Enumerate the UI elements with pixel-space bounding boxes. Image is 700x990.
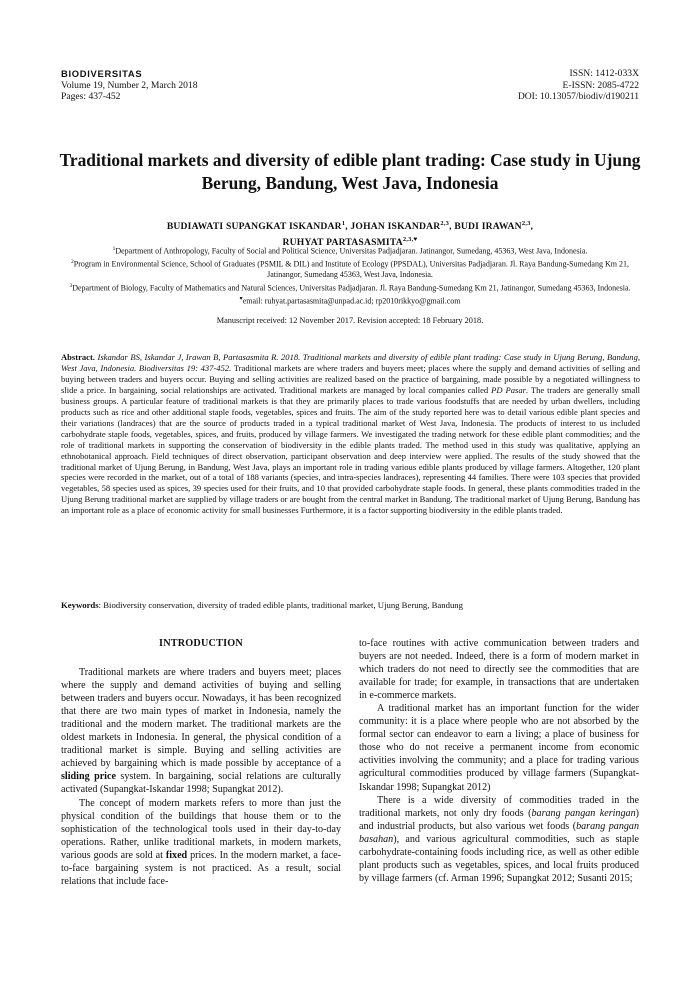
pd-pasar-term: PD Pasar — [491, 384, 526, 395]
column-left — [61, 637, 341, 888]
keywords: Keywords: Biodiversity conservation, diversity of traded edible plants, traditional market, Ujung Berung, Bandung — [61, 600, 463, 610]
paragraph: The concept of modern markets refers to more than just the physical condition of the buildings that house them or to the sophistication of the technological tools used in their day-to-day operations. Rather, unlike traditional markets, in modern markets, various goods are sold at fixed prices. In the modern market, a face-to-face bargaining system is not practiced. As a result, social relations that include face- — [61, 797, 341, 887]
affiliation-2: $^2$Program in Environmental Science, School of Graduates (PSMIL & DIL) and Institute of Ecology (PPSDAL), Universitas Padjadjaran. Jl. Raya Bandung-Sumedang Km 21, Jatinangor, Sumedang 45363, West Java, Indonesia. — [71, 259, 629, 280]
author-affiliation-mark: 1 — [341, 220, 346, 227]
corresponding-email: email: ruhyat.partasasmita@unpad.ac.id; rp2010rikkyo@gmail.com — [242, 296, 461, 306]
affiliation-3: $^3$Department of Biology, Faculty of Mathematics and Natural Sciences, Universitas Padjadjaran. Jl. Raya Bandung-Sumedang Km 21, Jatinangor, Sumedang 45363, Indonesia. ♥email: ruhyat.partasasmita@unpad.ac.id; rp2010rikkyo@gmail.com — [69, 282, 631, 306]
column-right — [359, 637, 639, 885]
journal-header-right — [518, 68, 639, 103]
author-affiliation-mark: 2,3 — [521, 220, 531, 227]
abstract: Abstract. Iskandar BS, Iskandar J, Irawan B, Partasasmita R. 2018. Traditional markets and diversity of edible plant trading: Case study in Ujung Berung, Bandung, West Java, Indonesia. Biodiversitas 19: 437-452. Traditional markets are where traders and buyers meet; places where the supply and demand activities of selling and buying between traders and buyers occur. Buying and selling activities are realized based on the practice of bargaining, made possible by a negotiated willingness to slide a price. In bargaining, social relationships are activated. Traditional markets are managed by local companies called PD Pasar. The traders are generally small business groups. A particular feature of traditional markets is that they are primarily places to trade various foodstuffs that are needed by urban dwellers, including products such as rice and other additional staple foods, vegetables, spices and fruits. The aim of the study reported here was to detail various edible plant species and their variations (landraces) that are the source of products traded in a typical traditional market of West Java, Indonesia. The products of interest to us included carbohydrate staple foods, vegetables, spices, and fruits, produced by village farmers. We investigated the trading network for these edible plant commodities; and the role of traditional markets in supporting the conservation of biodiversity in the edible plants traded. The method used in this study was qualitative, applying an ethnobotanical approach. Field techniques of direct observation, participant observation and deep interview were applied. The results of the study showed that the traditional market of Ujung Berung, in Bandung, West Java, plays an important role in trading various edible plants produced by village farmers. Altogether, 120 plant species were recorded in the market, out of a total of 188 variants (species, and intra-species landraces), representing 44 families. There were 103 species that provided vegetables, 58 species used as spices, 39 species used for their fruits, and 10 that provided carbohydrate staple foods. In general, these plants commodities traded in the Ujung Berung traditional market are supplied by village traders or are bought from the central market in Bandung. The traditional market of Ujung Berung, Bandung has an important role as a place of economic activity for small businesses Furthermore, it is a factor supporting biodiversity in the edible plants traded. — [61, 352, 641, 516]
paragraph: A traditional market has an important function for the wider community: it is a place where people who are not absorbed by the formal sector can endeavor to earn a living; a place of business for those who do not receive a permanent income from economic activities involving the community; and a place for trading various agricultural commodities produced by village farmers (Supangkat-Iskandar 1998; Supangkat 2012) — [359, 703, 639, 793]
journal-header-left — [61, 68, 198, 103]
journal-volume: Volume 19, Number 2, March 2018 — [61, 79, 198, 91]
author-name: BUDIAWATI SUPANGKAT ISKANDAR — [166, 221, 342, 233]
keywords-label: Keywords — [61, 600, 99, 610]
email-mark: ♥ — [239, 295, 243, 302]
abstract-citation: Iskandar BS, Iskandar J, Irawan B, Partasasmita R. 2018. Traditional markets and diversity of edible plant trading: Case study in Ujung Berung, Bandung, West Java, Indonesia. Biodiversitas 19: 437-452. — [61, 352, 640, 373]
section-heading-introduction: INTRODUCTION — [159, 638, 243, 649]
author-name: RUHYAT PARTASASMITA — [282, 236, 403, 248]
journal-name: BIODIVERSITAS — [61, 68, 143, 79]
journal-eissn: E-ISSN: 2085-4722 — [562, 79, 639, 91]
journal-pages: Pages: 437-452 — [61, 91, 121, 102]
paragraph: to-face routines with active communication between traders and buyers are not needed. Indeed, there is a form of modern market in which traders do not need to directly see the commodities that are available for trade; for example, in transactions that are undertaken in e-commerce markets. — [359, 638, 639, 702]
author-name: JOHAN ISKANDAR — [350, 221, 441, 233]
fixed-term: fixed — [165, 849, 188, 861]
author-affiliation-mark: 2,3 — [440, 220, 450, 227]
paragraph: There is a wide diversity of commodities traded in the traditional markets, not only dry foods (barang pangan keringan) and industrial products, but also various wet foods (barang pangan basahan), and various agricultural commodities, such as staple carbohydrate-containing foods including rice, as well as other edible plant products such as vegetables, spices, and local fruits produced by village farmers (cf. Arman 1996; Supangkat 2012; Susanti 2015; — [359, 794, 640, 884]
author-name: BUDI IRAWAN — [454, 221, 522, 233]
paragraph: Traditional markets are where traders and buyers meet; places where the supply and demand activities of buying and selling between traders and buyers occur. Nowadays, it has been recognized that there are two main types of market in Indonesia, namely the traditional and the modern market. The traditional markets are the oldest markets in Indonesia. In general, the physical condition of a traditional market is simple. Buying and selling activities are achieved by bargaining which is made possible by acceptance of a sliding price system. In bargaining, social relations are culturally activated (Supangkat-Iskandar 1998; Supangkat 2012). — [61, 667, 341, 796]
affiliations — [62, 244, 638, 307]
author-affiliation-mark: 2,3,♥ — [402, 235, 418, 243]
author-list: BUDIAWATI SUPANGKAT ISKANDAR$^1$, JOHAN ISKANDAR$^{2,3}$, BUDI IRAWAN$^{2,3}$, RUHYAT $PARTASASMITA^{2,3,♥}$ — [166, 220, 534, 248]
journal-issn: ISSN: 1412-033X — [569, 68, 639, 79]
abstract-label: Abstract. — [61, 352, 95, 362]
paper-title: Traditional markets and diversity of edible plant trading: Case study in Ujung Berung, Bandung, West Java, Indonesia — [59, 150, 641, 193]
manuscript-dates: Manuscript received: 12 November 2017. Revision accepted: 18 February 2018. — [216, 316, 484, 325]
journal-doi: DOI: 10.13057/biodiv/d190211 — [517, 91, 639, 102]
sliding-price-term: sliding price — [61, 771, 116, 783]
affiliation-1: $^1$Department of Anthropology, Faculty of Social and Political Science, Universitas Padjadjaran. Jatinangor, Sumedang, 45363, West Java, Indonesia. — [112, 246, 588, 256]
